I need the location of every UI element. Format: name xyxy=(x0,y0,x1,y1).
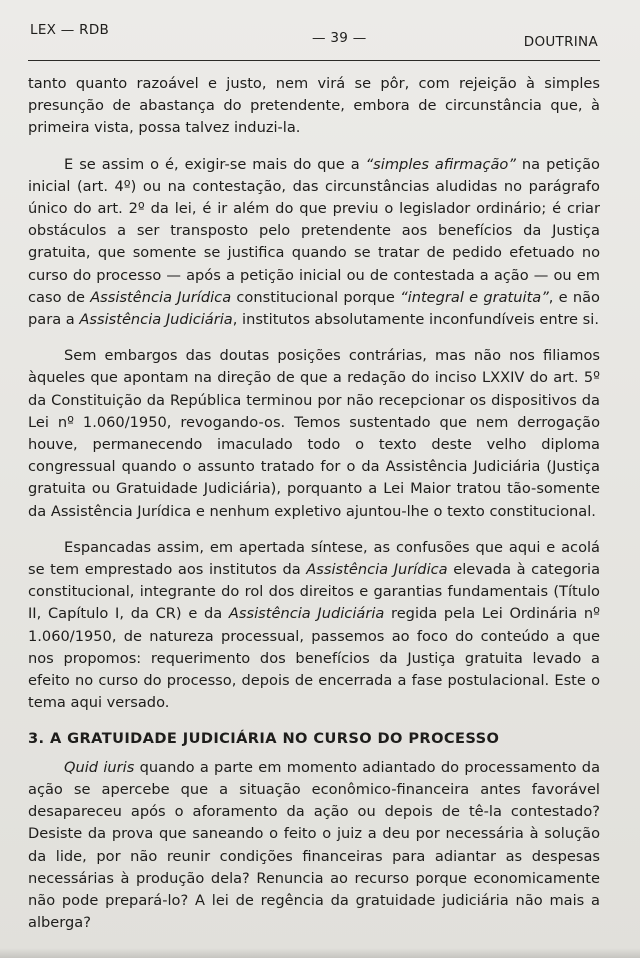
paragraph-2-text-3: constitucional porque xyxy=(231,288,401,306)
body-text xyxy=(28,73,600,934)
paragraph-4-text-3: regida pela Lei Ordinária nº 1.060/1950, de natureza processual, passemos ao foco do conteúdo a que nos propomos: requerimento dos benefícios da Justiça gratuita levado a efeito no curso do processo, depois de encerrada a fase postulacional. Este o tema aqui versado. xyxy=(28,605,601,712)
paragraph-3-text: Sem embargos das doutas posições contrárias, mas não nos filiamos àqueles que apontam na direção de que a redação do inciso LXXIV do art. 5º da Constituição da República terminou por não recepcionar os dispositivos da Lei nº 1.060/1950, revogando-os. Temos sustentado que nem derrogação houve, permanecendo imaculado todo o texto deste velho diploma congressual quando o assunto tratado for o da Assistência Judiciária (Justiça gratuita ou Gratuidade Judiciária), porquanto a Lei Maior tratou tão-somente da Assistência Jurídica e nenhum expletivo ajuntou-lhe o texto constitucional. xyxy=(28,347,600,520)
paragraph-1 xyxy=(28,73,600,140)
paragraph-3 xyxy=(28,345,600,523)
paragraph-2-emphasis-3: “integral e gratuita” xyxy=(400,288,549,306)
page-number: — 39 — xyxy=(312,30,367,46)
paragraph-4-text-1: Espancadas assim, em apertada síntese, as confusões que aqui e acolá se tem emprestado aos institutos da xyxy=(28,538,600,579)
paragraph-4-emphasis-1: Assistência Jurídica xyxy=(306,561,448,579)
section-heading: 3. A GRATUIDADE JUDICIÁRIA NO CURSO DO PROCESSO xyxy=(28,730,500,748)
paragraph-2-text-4: , e não para a xyxy=(28,288,600,329)
paragraph-2-emphasis-2: Assistência Jurídica xyxy=(90,288,232,306)
paragraph-4-emphasis-2: Assistência Judiciária xyxy=(228,605,385,623)
running-header xyxy=(28,0,600,61)
paragraph-4-text-2: elevada à categoria constitucional, integrante do rol dos direitos e garantias fundamentais (Título II, Capítulo I, da CR) e da xyxy=(28,561,601,623)
paragraph-5 xyxy=(28,757,600,935)
paragraph-1-text: tanto quanto razoável e justo, nem virá se pôr, com rejeição à simples presunção de abastança do pretendente, embora de circunstância que, à primeira vista, possa talvez induzi-la. xyxy=(28,75,600,137)
paragraph-2-text-1: E se assim o é, exigir-se mais do que a xyxy=(64,155,366,173)
paragraph-4 xyxy=(28,537,600,715)
paragraph-2 xyxy=(28,154,600,332)
paragraph-5-emphasis-1: Quid iuris xyxy=(64,758,135,776)
paragraph-2-text-5: , institutos absolutamente inconfundíveis entre si. xyxy=(232,311,599,329)
section-label: DOUTRINA xyxy=(523,34,598,50)
page-bottom-shadow xyxy=(0,948,640,958)
paragraph-2-emphasis-4: Assistência Judiciária xyxy=(79,311,233,329)
paragraph-2-emphasis-1: “simples afirmação” xyxy=(365,155,516,173)
paragraph-2-text-2: na petição inicial (art. 4º) ou na contestação, das circunstâncias aludidas no parágrafo único do art. 2º da lei, é ir além do que previu o legislador ordinário; é criar obstáculos a ser transposto pelo pretendente aos benefícios da Justiça gratuita, que somente se justifica quando se tratar de pedido efetuado no curso do processo — após a petição inicial ou de contestada a ação — ou em caso de xyxy=(28,155,600,306)
journal-name: LEX — RDB xyxy=(30,22,110,38)
paragraph-5-text: quando a parte em momento adiantado do processamento da ação se apercebe que a situação econômico-financeira antes favorável desapareceu após o aforamento da ação ou depois de tê-la contestado? Desiste da prova que saneando o feito o juiz a deu por necessária à solução da lide, por não reunir condições financeiras para adiantar as despesas necessárias à produção dela? Renuncia ao recurso porque economicamente não pode prepará-lo? A lei de regência da gratuidade judiciária não mais a alberga? xyxy=(28,758,601,932)
